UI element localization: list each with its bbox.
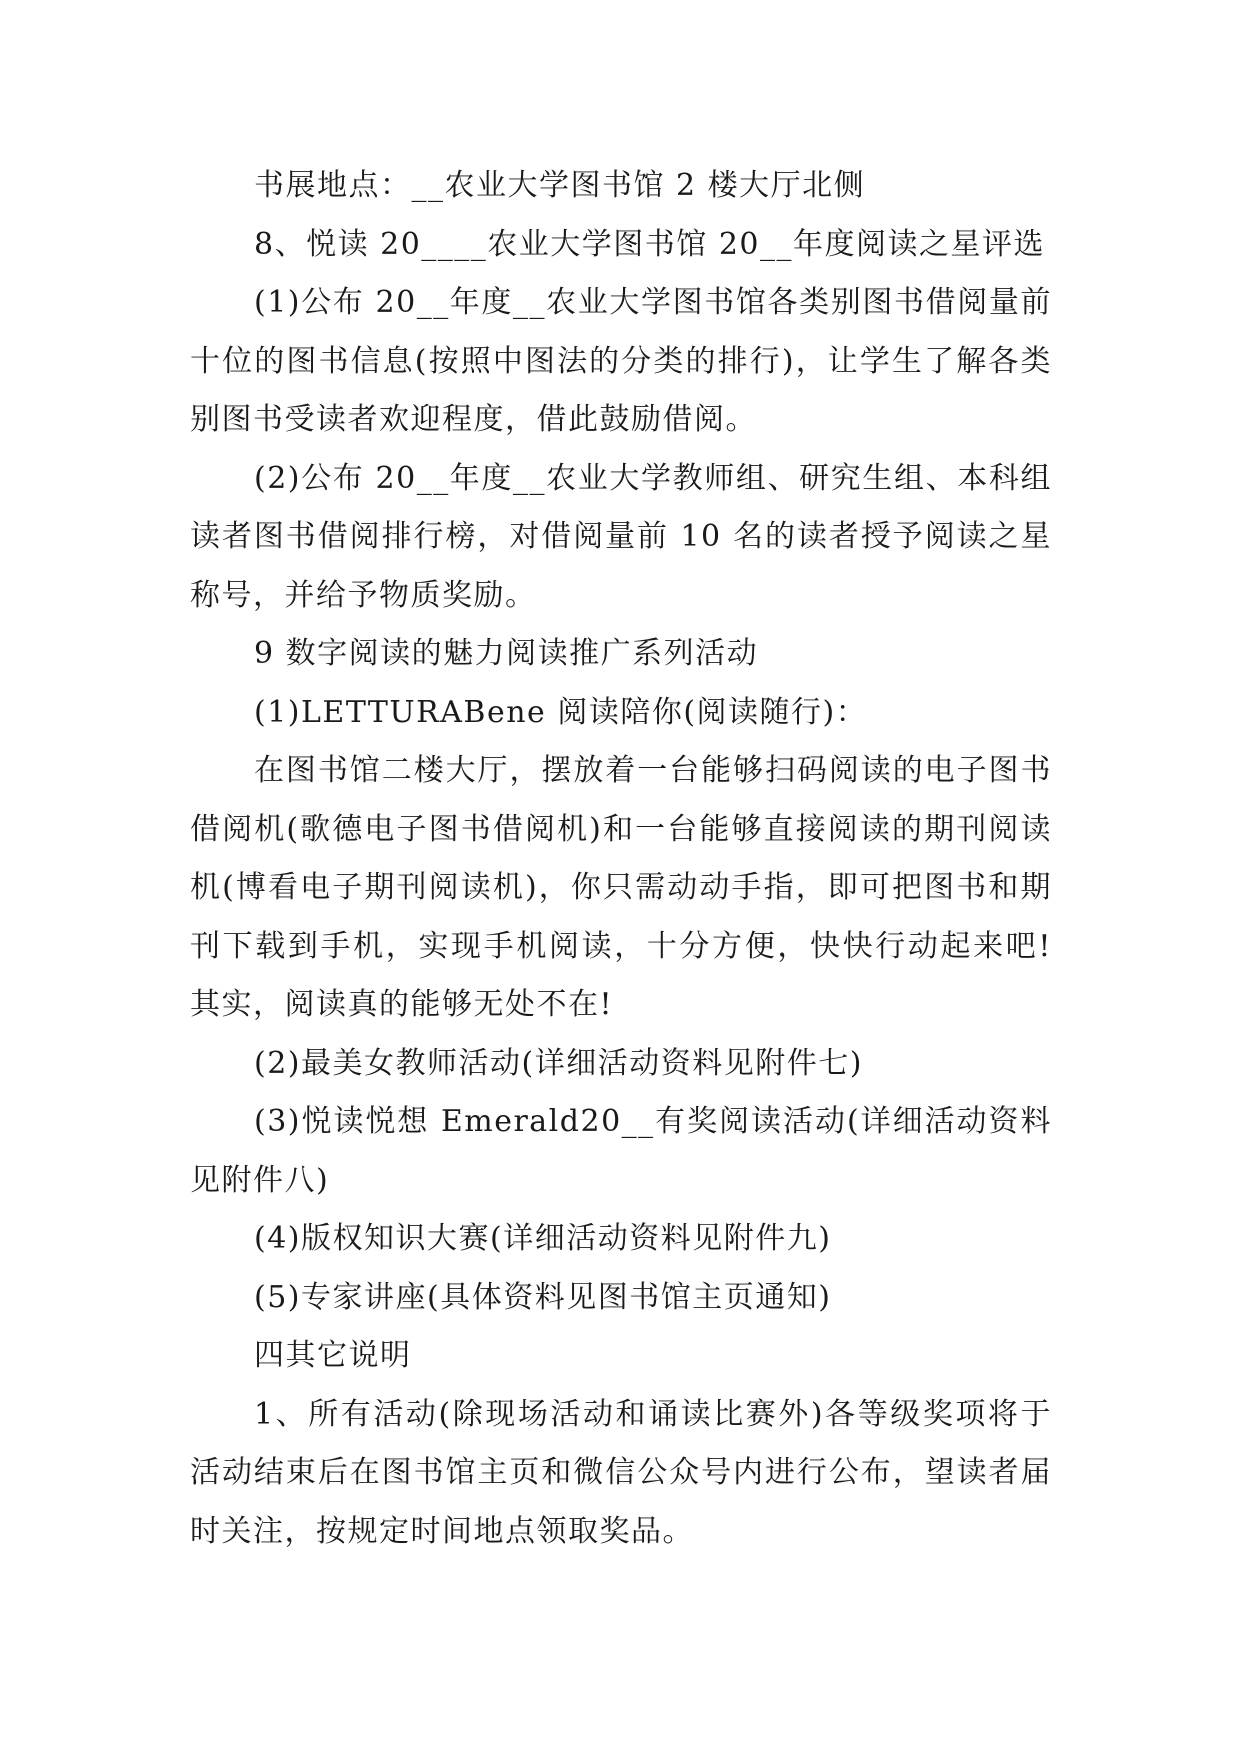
paragraph-item-9-2: (2)最美女教师活动(详细活动资料见附件七) [254, 1045, 863, 1081]
paragraph-item-8-2: (2)公布 20__年度__农业大学教师组、研究生组、本科组读者图书借阅排行榜，对借阅量前 10 名的读者授予阅读之星称号，并给予物质奖励。 [190, 460, 1052, 613]
paragraph-exhibition-location: 书展地点：__农业大学图书馆 2 楼大厅北侧 [254, 168, 866, 203]
paragraph-item-9-1-detail: 在图书馆二楼大厅，摆放着一台能够扫码阅读的电子图书借阅机(歌德电子图书借阅机)和一台能够直接阅读的期刊阅读机(博看电子期刊阅读机)，你只需动动手指，即可把图书和期刊下载到手机，实现手机阅读，十分方便，快快行动起来吧!其实，阅读真的能够无处不在! [190, 753, 1052, 1022]
paragraph-item-8-heading: 8、悦读 20____农业大学图书馆 20__年度阅读之星评选 [254, 226, 1046, 262]
paragraph-item-8-1: (1)公布 20__年度__农业大学图书馆各类别图书借阅量前十位的图书信息(按照中图法的分类的排行)，让学生了解各类别图书受读者欢迎程度，借此鼓励借阅。 [190, 285, 1052, 437]
paragraph-item-9-4: (4)版权知识大赛(详细活动资料见附件九) [254, 1221, 832, 1256]
paragraph-item-9-3: (3)悦读悦想 Emerald20__有奖阅读活动(详细活动资料见附件八) [190, 1104, 1052, 1198]
paragraph-item-9-5: (5)专家讲座(具体资料见图书馆主页通知) [254, 1279, 832, 1315]
paragraph-item-9-1: (1)LETTURABene 阅读陪你(阅读随行)： [254, 694, 868, 730]
paragraph-item-9-heading: 9 数字阅读的魅力阅读推广系列活动 [254, 636, 759, 671]
section-heading-other-notes: 四其它说明 [254, 1338, 412, 1373]
paragraph-note-1: 1、所有活动(除现场活动和诵读比赛外)各等级奖项将于活动结束后在图书馆主页和微信公众号内进行公布，望读者届时关注，按规定时间地点领取奖品。 [190, 1396, 1052, 1549]
document-body [190, 157, 1052, 1561]
